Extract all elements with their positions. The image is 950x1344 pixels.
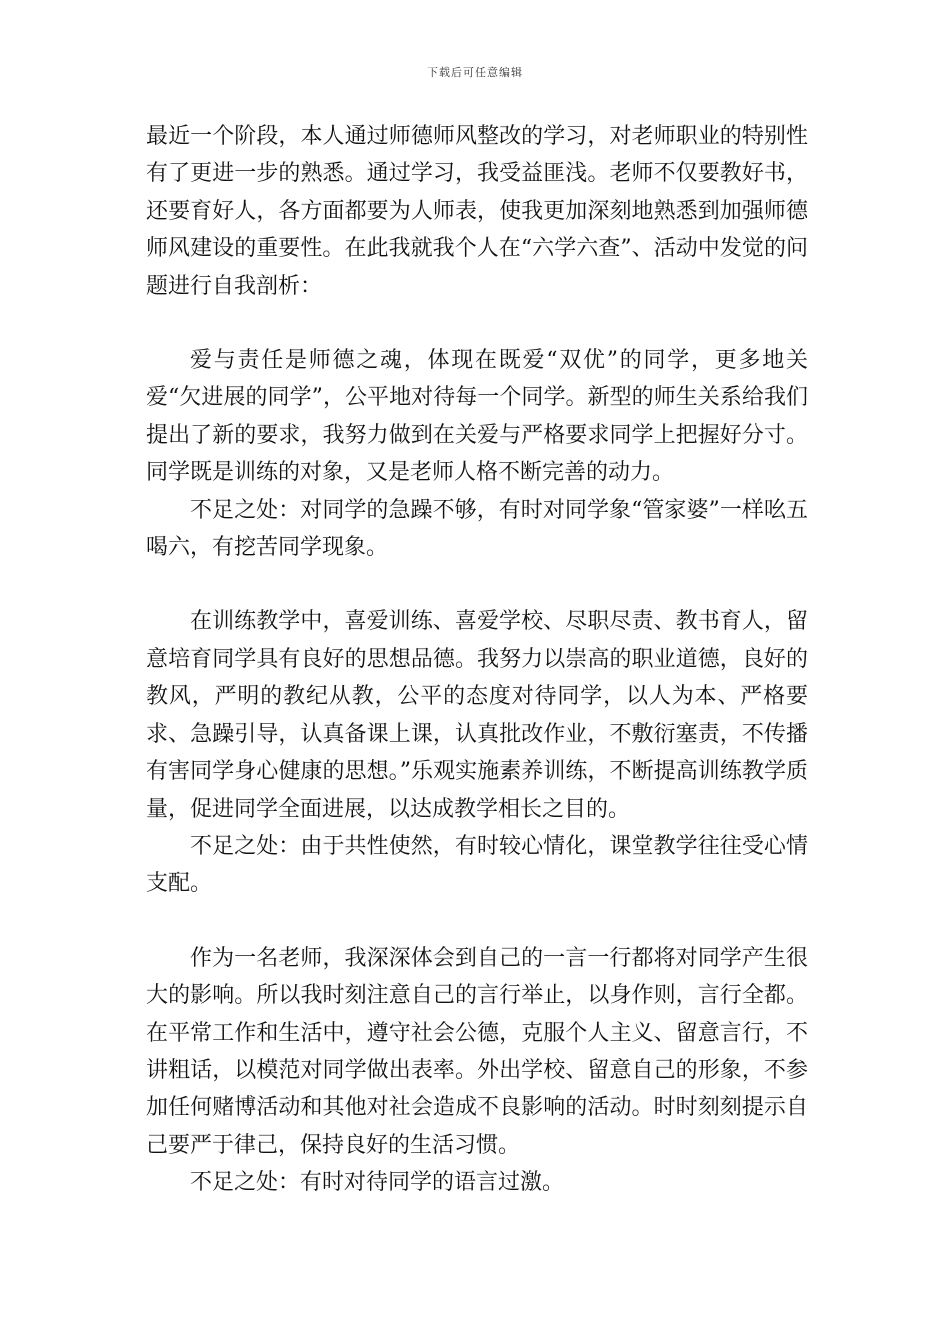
paragraph-spacer <box>146 903 808 940</box>
shortcoming-paragraph-3: 不足之处：有时对待同学的语言过激。 <box>190 1170 565 1196</box>
teaching-paragraph: 在训练教学中，喜爱训练、喜爱学校、尽职尽责、教书育人，留意培育同学具有良好的思想品德。我努力以崇高的职业道德，良好的教风，严明的教纪从教，公平的态度对待同学，以人为本、严格要求、急躁引导，认真备课上课，认真批改作业，不敷衍塞责，不传播有害同学身心健康的思想。”乐观实施素养训练，不断提高训练教学质量，促进同学全面进展，以达成教学相长之目的。 <box>146 609 808 822</box>
document-body <box>146 118 808 1202</box>
shortcoming-paragraph-2: 不足之处：由于共性使然，有时较心情化，课堂教学往往受心情支配。 <box>146 833 808 897</box>
page-header-note: 下载后可任意编辑 <box>427 66 523 79</box>
intro-paragraph: 最近一个阶段，本人通过师德师风整改的学习，对老师职业的特别性有了更进一步的熟悉。通过学习，我受益匪浅。老师不仅要教好书，还要育好人，各方面都要为人师表，使我更加深刻地熟悉到加强师德师风建设的重要性。在此我就我个人在“六学六查”、活动中发觉的问题进行自我剖析： <box>146 124 808 299</box>
shortcoming-paragraph-1: 不足之处：对同学的急躁不够，有时对同学象“管家婆”一样吆五喝六，有挖苦同学现象。 <box>146 497 808 561</box>
love-responsibility-paragraph: 爱与责任是师德之魂，体现在既爱“双优”的同学，更多地关爱“欠进展的同学”，公平地对待每一个同学。新型的师生关系给我们提出了新的要求，我努力做到在关爱与严格要求同学上把握好分寸。同学既是训练的对象，又是老师人格不断完善的动力。 <box>146 348 808 486</box>
paragraph-spacer <box>146 305 808 342</box>
paragraph-spacer <box>146 566 808 603</box>
role-model-paragraph: 作为一名老师，我深深体会到自己的一言一行都将对同学产生很大的影响。所以我时刻注意自己的言行举止，以身作则，言行全都。在平常工作和生活中，遵守社会公德，克服个人主义、留意言行，不讲粗话，以模范对同学做出表率。外出学校、留意自己的形象，不参加任何赌博活动和其他对社会造成不良影响的活动。时时刻刻提示自己要严于律己，保持良好的生活习惯。 <box>146 945 808 1158</box>
